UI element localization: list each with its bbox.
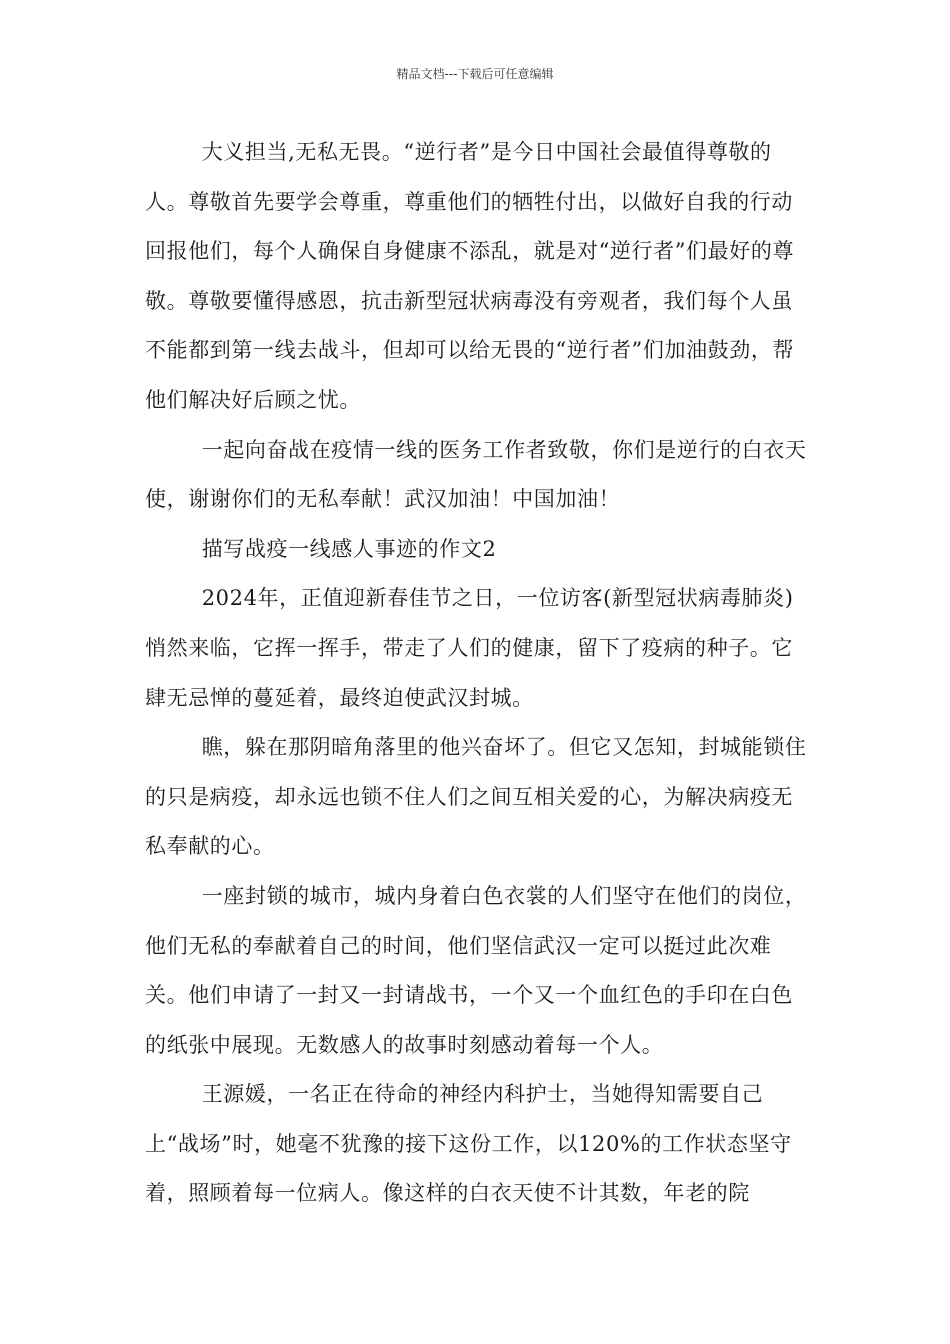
paragraph-3: 2024年，正值迎新春佳节之日，一位访客(新型冠状病毒肺炎)悄然来临，它挥一挥手，带走了人们的健康，留下了疫病的种子。它肆无忌惮的蔓延着，最终迫使武汉封城。 — [145, 586, 794, 710]
section-heading: 描写战疫一线感人事迹的作文2 — [201, 536, 497, 561]
paragraph-4: 瞧，躲在那阴暗角落里的他兴奋坏了。但它又怎知，封城能锁住的只是病疫，却永远也锁不住人们之间互相关爱的心，为解决病疫无私奉献的心。 — [145, 735, 807, 859]
paragraph-1: 大义担当,无私无畏。“逆行者”是今日中国社会最值得尊敬的人。尊敬首先要学会尊重，尊重他们的牺牲付出，以做好自我的行动回报他们，每个人确保自身健康不添乱，就是对“逆行者”们最好的尊敬。尊敬要懂得感恩，抗击新型冠状病毒没有旁观者，我们每个人虽不能都到第一线去战斗，但却可以给无畏的“逆行者”们加油鼓劲，帮他们解决好后顾之忧。 — [145, 140, 795, 412]
paragraph-5: 一座封锁的城市，城内身着白色衣裳的人们坚守在他们的岗位，他们无私的奉献着自己的时间，他们坚信武汉一定可以挺过此次难关。他们申请了一封又一封请战书，一个又一个血红色的手印在白色的纸张中展现。无数感人的故事时刻感动着每一个人。 — [145, 883, 807, 1057]
paragraph-2: 一起向奋战在疫情一线的医务工作者致敬，你们是逆行的白衣天使，谢谢你们的无私奉献！武汉加油！中国加油！ — [145, 437, 807, 512]
page-header: 精品文档---下载后可任意编辑 — [396, 67, 554, 81]
paragraph-6: 王源媛，一名正在待命的神经内科护士，当她得知需要自己上“战场”时，她毫不犹豫的接下这份工作，以120%的工作状态坚守着，照顾着每一位病人。像这样的白衣天使不计其数，年老的院 — [145, 1082, 792, 1206]
document-body — [145, 128, 808, 1219]
